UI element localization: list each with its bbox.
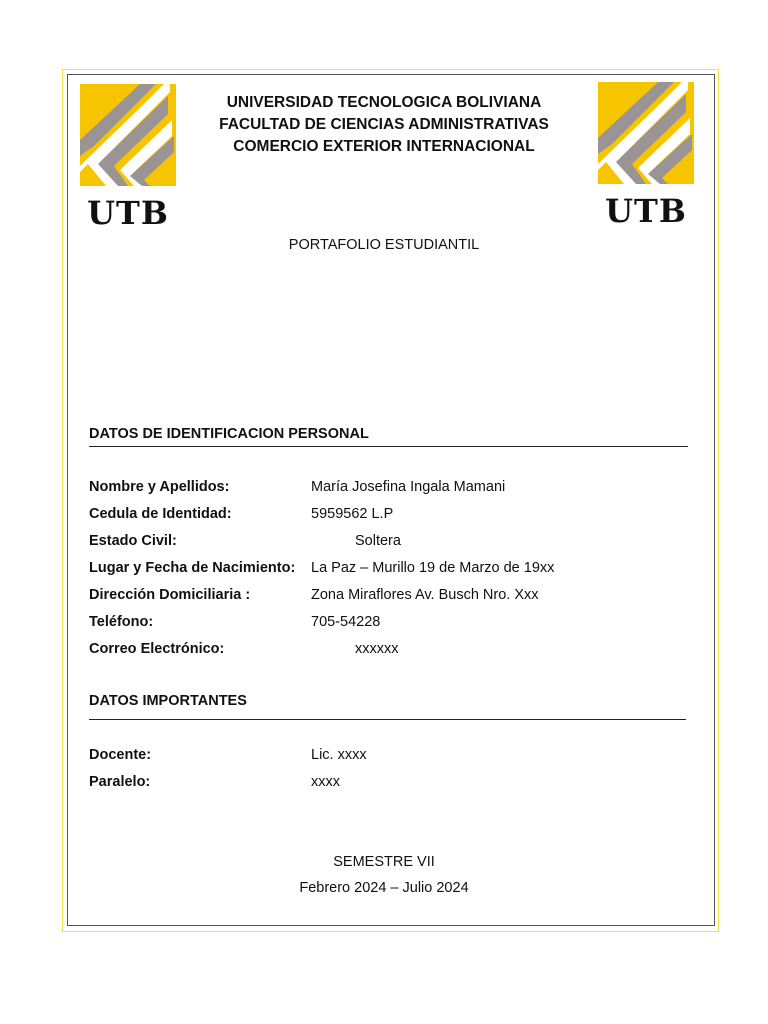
field-value: xxxxxx bbox=[355, 641, 399, 657]
section-divider bbox=[89, 446, 688, 447]
field-value: Lic. xxxx bbox=[311, 747, 367, 763]
career-name: COMERCIO EXTERIOR INTERNACIONAL bbox=[233, 138, 535, 155]
field-row-nacimiento bbox=[89, 560, 689, 580]
field-label: Docente: bbox=[89, 747, 152, 763]
field-row-estado-civil bbox=[89, 533, 689, 553]
semester-label: SEMESTRE VII bbox=[333, 854, 435, 870]
field-label: Teléfono: bbox=[89, 614, 154, 630]
faculty-name: FACULTAD DE CIENCIAS ADMINISTRATIVAS bbox=[219, 116, 549, 133]
field-row-nombre bbox=[89, 479, 689, 499]
field-row-telefono bbox=[89, 614, 689, 634]
field-label: Paralelo: bbox=[89, 774, 151, 790]
period-label: Febrero 2024 – Julio 2024 bbox=[299, 880, 469, 896]
field-row-direccion bbox=[89, 587, 689, 607]
field-label: Correo Electrónico: bbox=[89, 641, 225, 657]
field-label: Lugar y Fecha de Nacimiento: bbox=[89, 560, 296, 576]
field-value: 705-54228 bbox=[311, 614, 381, 630]
field-row-paralelo bbox=[89, 774, 689, 794]
field-label: Nombre y Apellidos: bbox=[89, 479, 230, 495]
university-name: UNIVERSIDAD TECNOLOGICA BOLIVIANA bbox=[226, 94, 542, 111]
field-label: Estado Civil: bbox=[89, 533, 177, 549]
field-value: La Paz – Murillo 19 de Marzo de 19xx bbox=[311, 560, 555, 576]
utb-logo-text: UTB bbox=[87, 194, 169, 232]
field-value: Zona Miraflores Av. Busch Nro. Xxx bbox=[311, 587, 539, 603]
field-row-docente bbox=[89, 747, 689, 767]
section-divider bbox=[89, 719, 686, 720]
personal-data-heading: DATOS DE IDENTIFICACION PERSONAL bbox=[89, 426, 369, 442]
document-title: PORTAFOLIO ESTUDIANTIL bbox=[288, 237, 480, 253]
field-value: Soltera bbox=[355, 533, 401, 549]
field-row-cedula bbox=[89, 506, 689, 526]
field-value: xxxx bbox=[311, 774, 340, 790]
field-label: Dirección Domiciliaria : bbox=[89, 587, 251, 603]
utb-logo-text: UTB bbox=[605, 192, 687, 230]
field-value: 5959562 L.P bbox=[311, 506, 394, 522]
field-row-correo bbox=[89, 641, 689, 661]
field-label: Cedula de Identidad: bbox=[89, 506, 232, 522]
important-data-heading: DATOS IMPORTANTES bbox=[89, 693, 247, 709]
field-value: María Josefina Ingala Mamani bbox=[311, 479, 506, 495]
